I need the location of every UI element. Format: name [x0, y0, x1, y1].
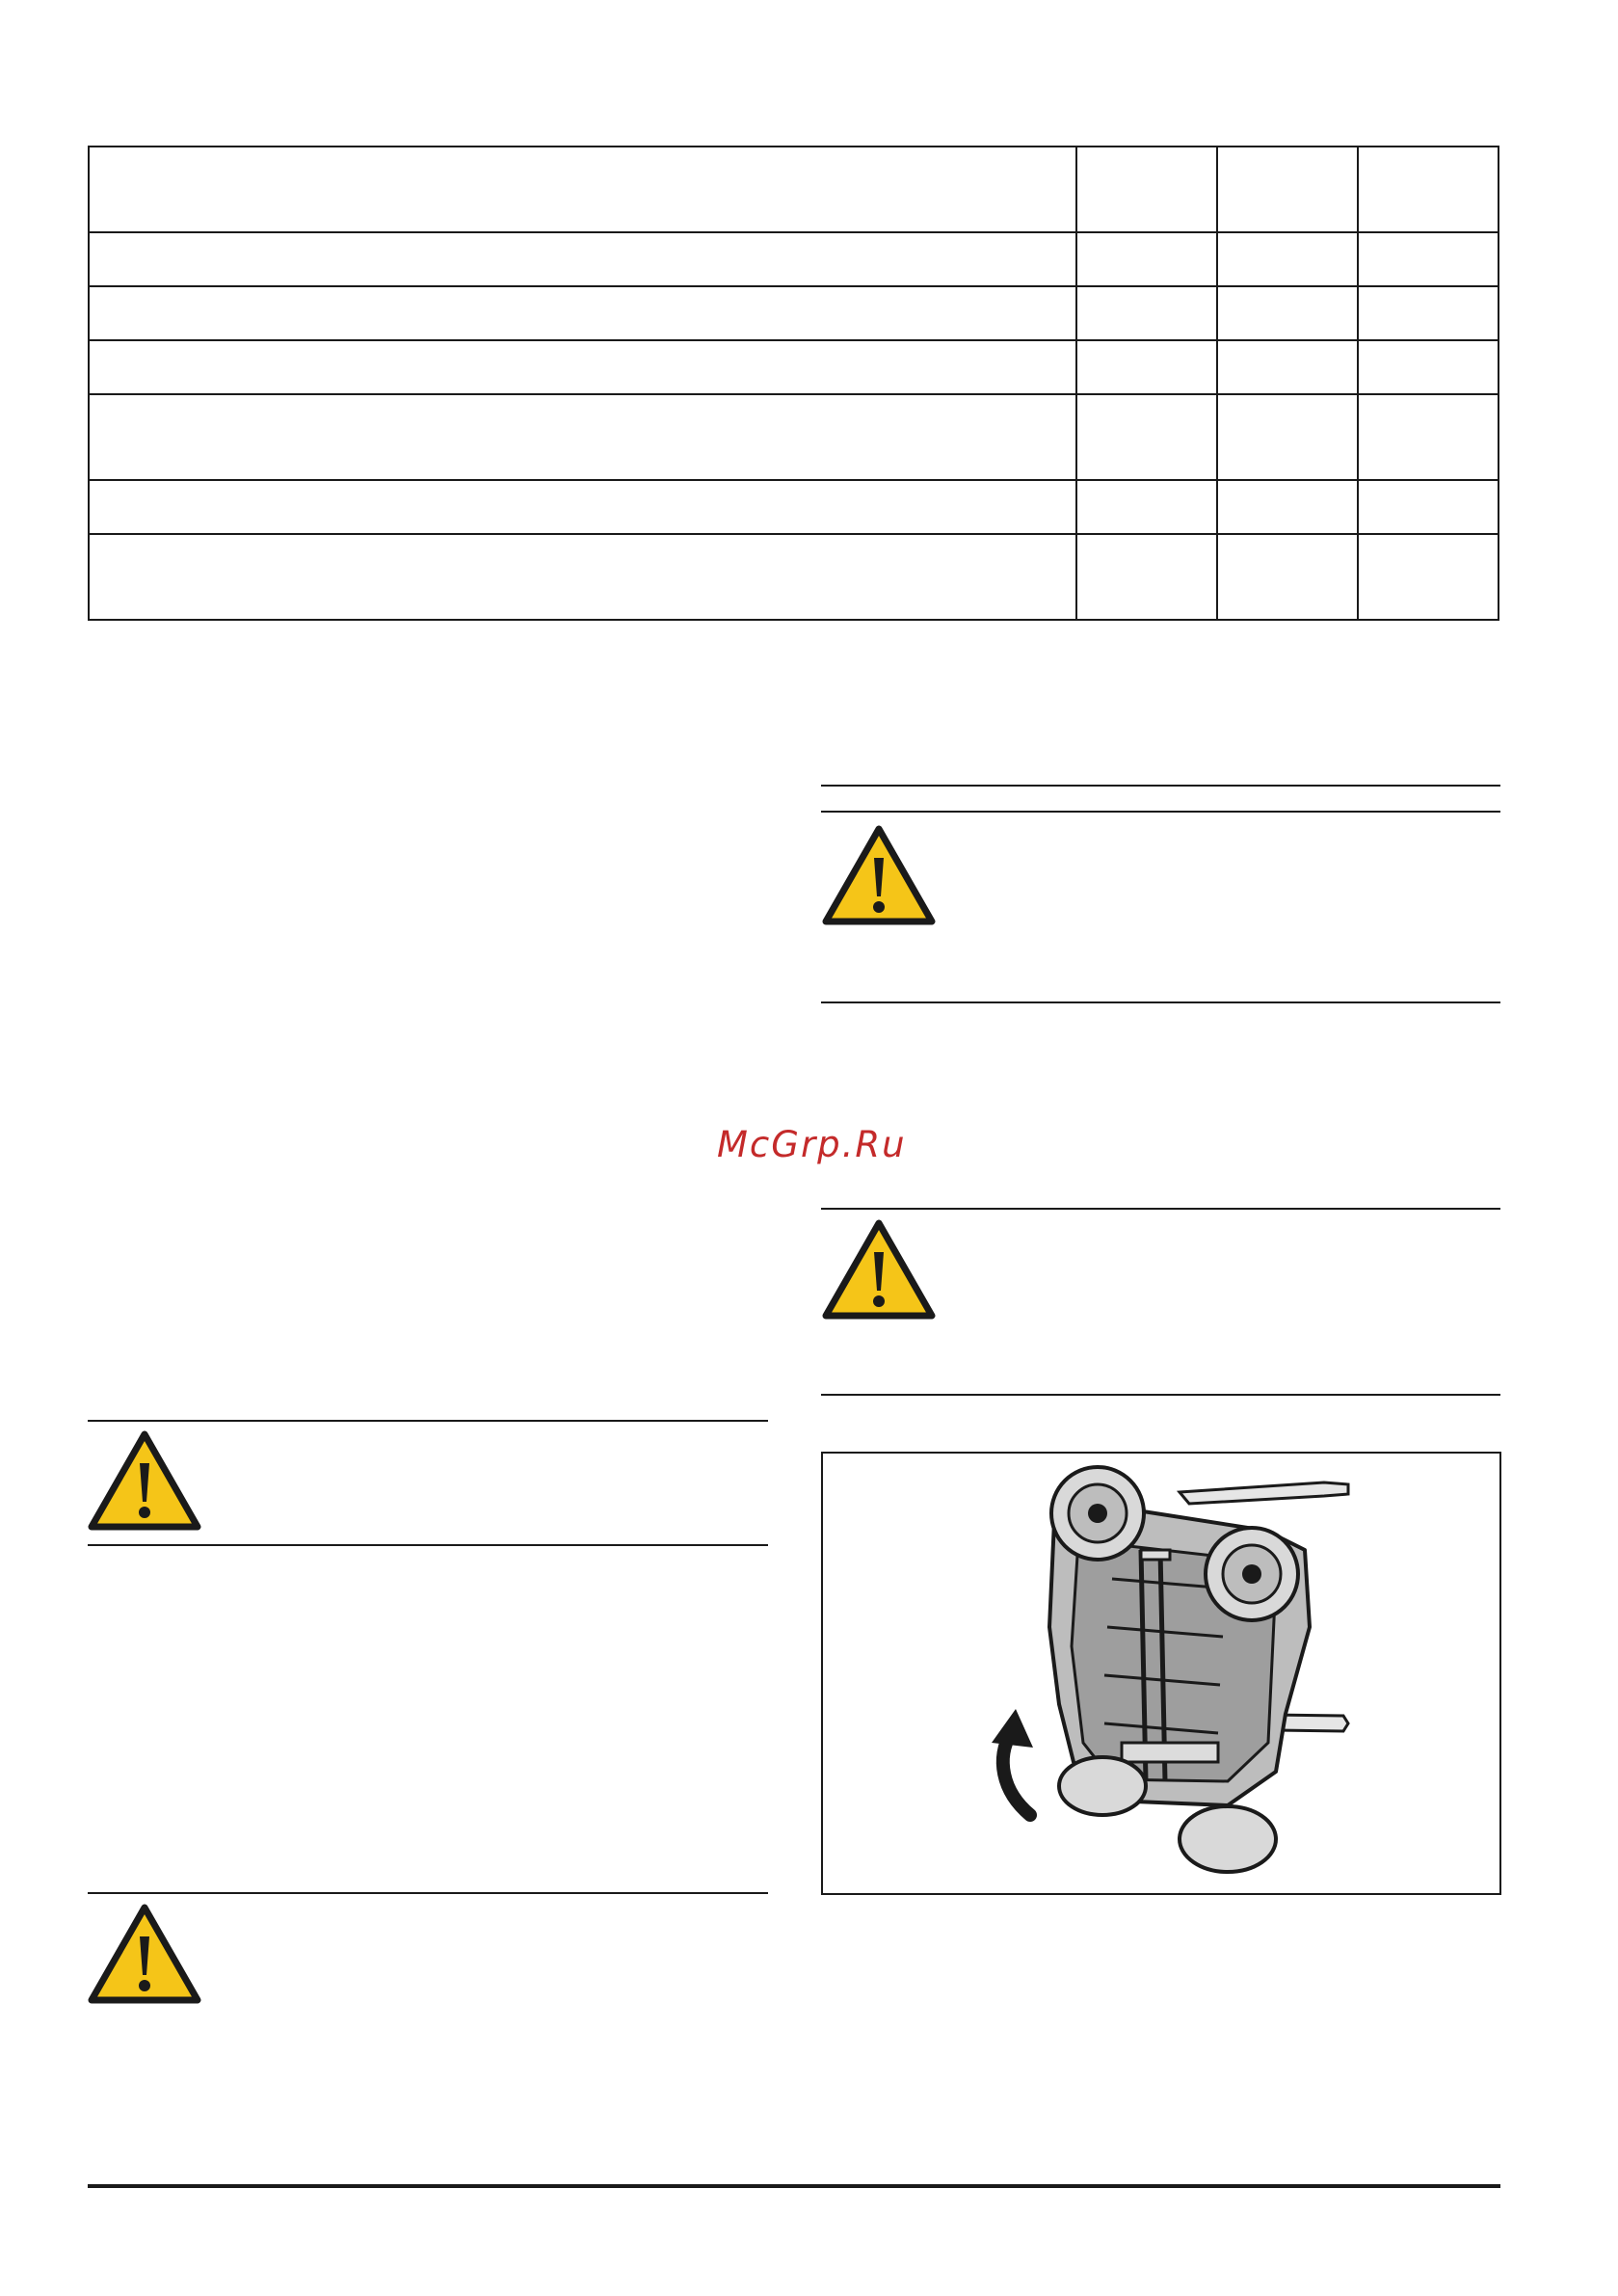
warning-box-bottom-rule [88, 1544, 768, 1546]
wheel-bottom-right [1180, 1806, 1276, 1872]
table-cell [89, 480, 1076, 534]
table-cell [1217, 534, 1358, 620]
table-row [89, 534, 1499, 620]
table-cell [1217, 232, 1358, 286]
table-cell [1076, 232, 1217, 286]
table-cell [1217, 147, 1358, 232]
table-cell [1076, 147, 1217, 232]
table-row [89, 232, 1499, 286]
table-cell [89, 340, 1076, 394]
table-row [89, 480, 1499, 534]
table-row [89, 147, 1499, 232]
warning-box-bottom-rule [821, 1001, 1500, 1003]
warning-box-top-rule [88, 1892, 768, 1894]
table-cell [1076, 286, 1217, 340]
table-cell [1358, 534, 1499, 620]
warning-triangle-icon [88, 1904, 201, 2004]
table-cell [89, 394, 1076, 480]
maintenance-schedule-table [88, 146, 1499, 621]
table-cell [1358, 394, 1499, 480]
table-cell [1217, 286, 1358, 340]
table-cell [89, 232, 1076, 286]
warning-triangle-icon [88, 1430, 201, 1531]
table-cell [1358, 147, 1499, 232]
table-row [89, 394, 1499, 480]
table-row [89, 340, 1499, 394]
table-cell [1358, 340, 1499, 394]
warning-triangle-icon [822, 1219, 936, 1320]
mower-illustration-figure [821, 1452, 1501, 1895]
wheel-bottom-left [1059, 1757, 1146, 1815]
warning-box-bottom-rule [821, 1394, 1500, 1396]
table-cell [89, 286, 1076, 340]
watermark-text: McGrp.Ru [717, 1124, 907, 1165]
table-cell [1076, 534, 1217, 620]
table-cell [1217, 340, 1358, 394]
table-cell [1076, 394, 1217, 480]
wheel-top-left [1051, 1467, 1144, 1560]
table-cell [1076, 480, 1217, 534]
table-cell [1217, 394, 1358, 480]
table-cell [89, 147, 1076, 232]
table-cell [89, 534, 1076, 620]
warning-box-top-rule [821, 785, 1500, 787]
warning-triangle-icon [822, 825, 936, 925]
table-cell [1358, 480, 1499, 534]
table-cell [1076, 340, 1217, 394]
table-cell [1217, 480, 1358, 534]
table-cell [1358, 232, 1499, 286]
table-cell [1358, 286, 1499, 340]
warning-box-top-rule [821, 811, 1500, 813]
warning-box-top-rule [821, 1208, 1500, 1210]
table-row [89, 286, 1499, 340]
warning-box-top-rule [88, 1420, 768, 1422]
footer-rule [88, 2184, 1500, 2188]
wheel-top-right [1206, 1528, 1298, 1620]
lawn-mower-illustration [823, 1454, 1499, 1893]
rotate-up-arrow-icon [992, 1709, 1033, 1815]
